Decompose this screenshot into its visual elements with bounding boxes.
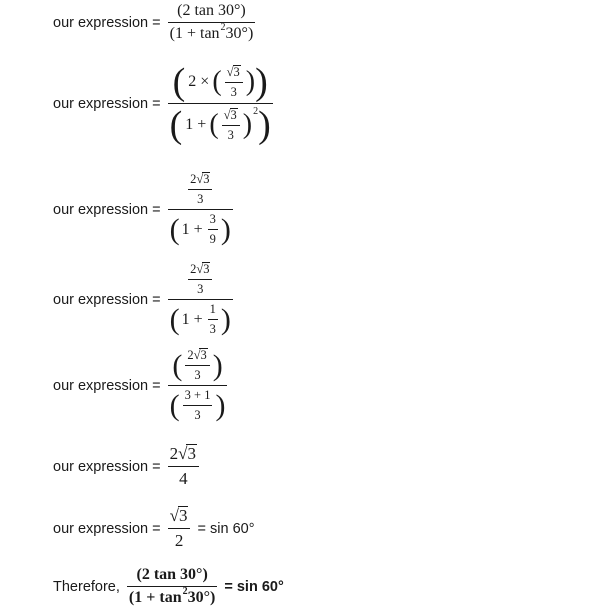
step-label: our expression = (53, 14, 165, 31)
radicand: 3 (233, 64, 240, 79)
inner-den: 3 (197, 282, 204, 296)
right-paren: ) (215, 388, 226, 422)
inner-fraction (188, 172, 212, 207)
sqrt (224, 108, 238, 123)
radicand: 3 (178, 506, 188, 525)
left-paren: ( (172, 348, 183, 382)
therefore-label: Therefore, (53, 578, 124, 595)
fraction-bar (208, 319, 218, 320)
numerator: (2 tan 30°) (136, 566, 208, 583)
coefficient: 2 (187, 348, 194, 362)
final-fraction (127, 566, 217, 607)
fraction-bar (188, 279, 212, 280)
denominator: 2 (174, 531, 184, 550)
numerator: (2 tan 30°) (177, 2, 246, 19)
radical-sign: √ (223, 107, 231, 122)
inner-fraction (225, 65, 243, 100)
right-paren: ) (220, 212, 231, 246)
inner-den: 3 (227, 127, 234, 142)
step-label: our expression = (53, 291, 165, 308)
radicand: 3 (187, 444, 196, 463)
radical-sign: √ (178, 444, 188, 463)
step-label: our expression = (53, 95, 165, 112)
step-6 (53, 444, 202, 489)
denominator (168, 212, 233, 247)
fraction-bar (225, 82, 243, 83)
sqrt (227, 65, 241, 80)
fraction (168, 63, 273, 144)
coefficient: 2 (169, 444, 179, 463)
left-paren: ( (172, 61, 186, 103)
fraction-bar (168, 299, 233, 300)
denominator (127, 585, 217, 607)
inner-num: 3 (209, 212, 216, 226)
one-plus: 1 + (185, 116, 207, 133)
left-paren: ( (169, 212, 180, 246)
fraction-bar (168, 528, 191, 529)
one-plus: 1 + (181, 220, 203, 238)
radical-sign: √ (193, 348, 201, 362)
fraction-bar (185, 365, 209, 366)
radicand: 3 (230, 107, 237, 122)
fraction (168, 444, 199, 489)
inner-num (185, 348, 209, 363)
den-text: (1 + tan (128, 589, 182, 606)
inner-den: 3 (197, 192, 204, 206)
radicand: 3 (203, 262, 210, 276)
denominator (168, 302, 233, 337)
step-1 (53, 2, 258, 43)
fraction (168, 2, 256, 43)
fraction-bar (168, 385, 228, 386)
rhs-text: = sin 60° (193, 520, 255, 537)
fraction-bar (168, 103, 273, 104)
step-3 (53, 172, 236, 247)
fraction (168, 348, 228, 423)
step-label: our expression = (53, 520, 165, 537)
coefficient: 2 (190, 262, 197, 276)
fraction (168, 262, 233, 337)
fraction-bar (183, 405, 213, 406)
denominator: 4 (179, 469, 188, 488)
inner-num (225, 65, 243, 80)
left-paren: ( (209, 109, 219, 140)
left-paren: ( (169, 302, 180, 336)
fraction (168, 506, 191, 551)
step-2 (53, 63, 276, 144)
sqrt (170, 506, 189, 526)
sqrt (194, 348, 208, 363)
exponent: 2 (253, 105, 259, 117)
numerator (171, 63, 270, 101)
inner-den: 9 (209, 232, 216, 246)
inner-num (188, 172, 212, 187)
inner-den: 3 (194, 408, 201, 422)
inner-num: 1 (209, 302, 216, 316)
inner-fraction (183, 388, 213, 423)
inner-den: 3 (230, 84, 237, 99)
den-text: 30°) (225, 25, 254, 42)
denominator (168, 21, 256, 43)
den-text: 30°) (187, 589, 216, 606)
fraction (168, 172, 233, 247)
left-paren: ( (169, 388, 180, 422)
right-paren: ) (220, 302, 231, 336)
exponent: 2 (220, 21, 226, 33)
inner-fraction (208, 302, 218, 337)
inner-fraction (222, 108, 240, 143)
right-paren: ) (258, 104, 271, 146)
fraction-bar (168, 209, 233, 210)
inner-num (188, 262, 212, 277)
denominator (168, 388, 228, 423)
numerator (183, 262, 217, 297)
sqrt (196, 172, 210, 187)
step-label: our expression = (53, 458, 165, 475)
step-7 (53, 506, 255, 551)
inner-num (222, 108, 240, 123)
numerator (168, 506, 191, 526)
coefficient: 2 (190, 172, 197, 186)
inner-den: 3 (194, 368, 201, 382)
denominator (168, 106, 273, 144)
fraction-bar (208, 229, 218, 230)
inner-den: 3 (209, 322, 216, 336)
den-text: (1 + tan (169, 25, 220, 42)
one-plus: 1 + (181, 310, 203, 328)
step-4 (53, 262, 236, 337)
numerator (168, 444, 199, 464)
fraction-bar (168, 22, 256, 23)
step-5 (53, 348, 230, 423)
inner-fraction (185, 348, 209, 383)
fraction-bar (188, 189, 212, 190)
right-paren: ) (255, 61, 268, 103)
inner-fraction (208, 212, 218, 247)
step-label: our expression = (53, 201, 165, 218)
exponent: 2 (182, 585, 188, 597)
radicand: 3 (203, 172, 210, 186)
right-paren: ) (212, 348, 223, 382)
right-paren: ) (245, 66, 256, 97)
two-times: 2 × (188, 73, 210, 90)
radical-sign: √ (196, 262, 204, 276)
fraction-bar (222, 125, 240, 126)
fraction-bar (168, 466, 199, 467)
inner-fraction (188, 262, 212, 297)
numerator (170, 348, 224, 383)
numerator (183, 172, 217, 207)
left-paren: ( (169, 104, 183, 146)
radicand: 3 (200, 348, 207, 362)
fraction-bar (127, 586, 217, 587)
left-paren: ( (212, 66, 222, 97)
final-rhs: = sin 60° (220, 578, 284, 595)
radical-sign: √ (196, 172, 204, 186)
right-paren: ) (242, 109, 253, 140)
sqrt (178, 444, 197, 464)
final-line (53, 566, 284, 607)
inner-num: 3 + 1 (184, 388, 211, 402)
radical-sign: √ (169, 506, 179, 525)
radical-sign: √ (226, 64, 234, 79)
step-label: our expression = (53, 377, 165, 394)
sqrt (196, 262, 210, 277)
